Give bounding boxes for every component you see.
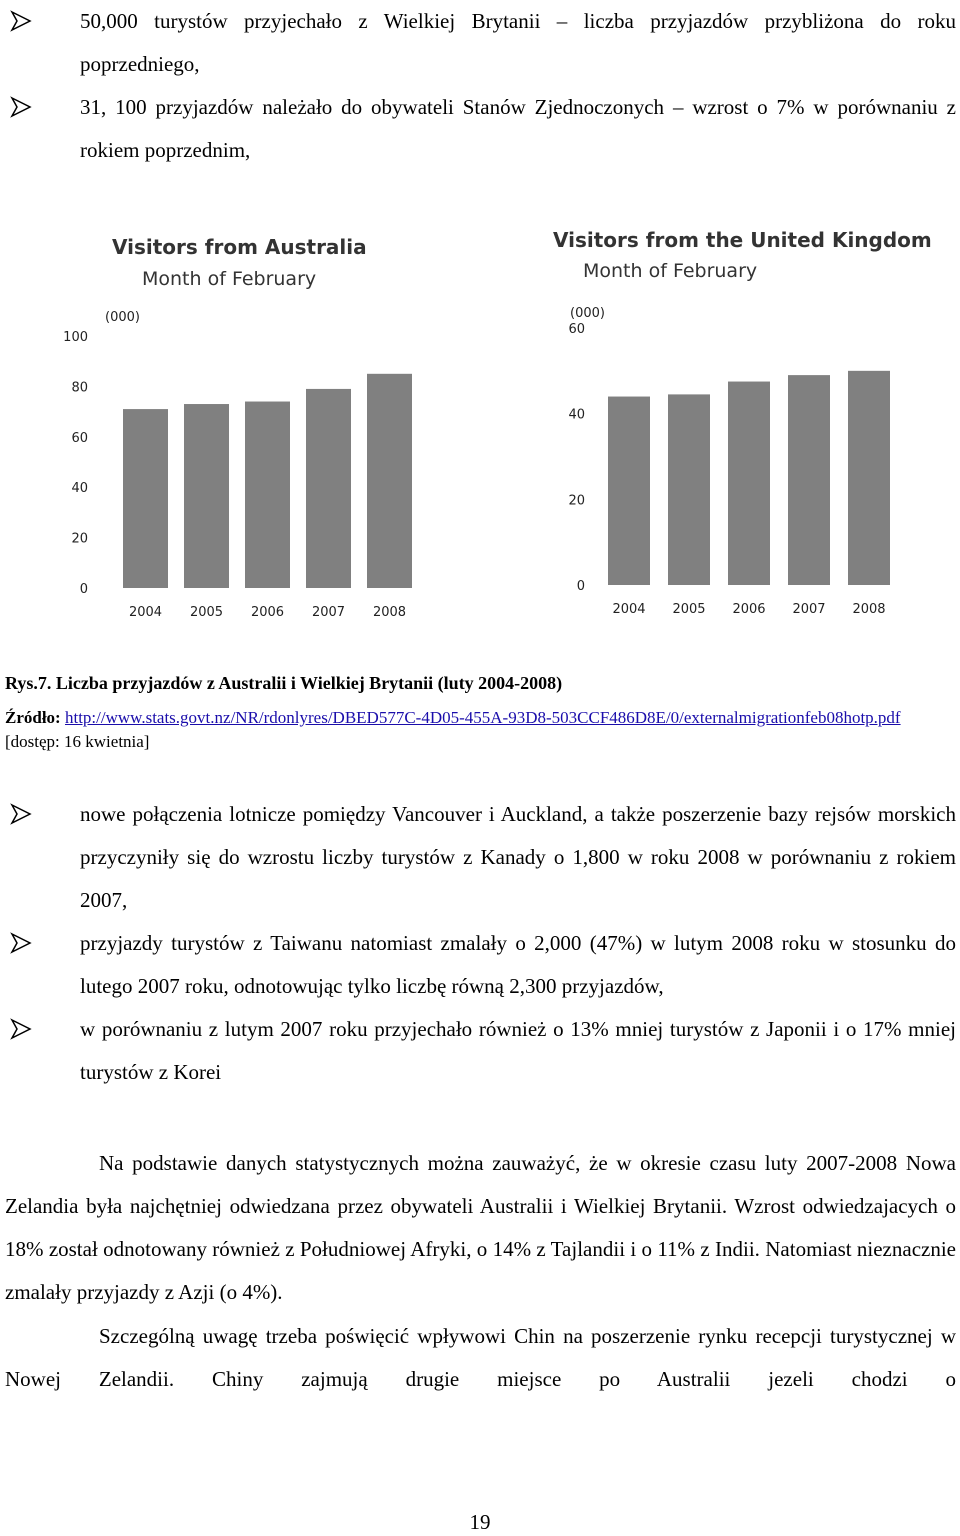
bar	[306, 389, 351, 588]
bullet-text: w porównaniu z lutym 2007 roku przyjechało również o 13% mniej turystów z Japonii i o 17% mniej turystów z Korei	[80, 1017, 956, 1084]
chart-unit-label: (000)	[570, 306, 605, 321]
arrow-bullet-icon	[10, 803, 32, 825]
x-tick-label: 2006	[250, 605, 285, 620]
bar	[123, 409, 168, 588]
chart-united-kingdom	[520, 200, 940, 630]
list-item	[0, 922, 960, 1008]
list-item	[0, 0, 960, 86]
chart-subtitle: Month of February	[583, 260, 758, 282]
list-item	[0, 793, 960, 922]
chart-title: Visitors from Australia	[112, 235, 367, 259]
x-tick-label: 2008	[372, 605, 407, 620]
source-access: [dostęp: 16 kwietnia]	[5, 732, 150, 751]
source-label: Źródło:	[5, 708, 61, 727]
arrow-bullet-icon	[10, 96, 32, 118]
y-tick-label: 60	[568, 322, 585, 337]
chart-australia	[50, 200, 500, 630]
body-paragraph: Na podstawie danych statystycznych można zauważyć, że w okresie czasu luty 2007-2008 Nowa Zelandia była najchętniej odwiedzana przez obywateli Australii i Wielkiej Brytanii. Wzrost odwiedzajacych o 18% został odnotowany również z Południowej Afryki, o 14% z Tajlandii i o 11% z Indii. Natomiast nieznacznie zmalały przyjazdy z Azji (o 4%).	[5, 1151, 956, 1304]
middle-bullet-list	[0, 793, 960, 1094]
y-tick-label: 100	[63, 330, 88, 345]
arrow-bullet-icon	[10, 1018, 32, 1040]
chart-title: Visitors from the United Kingdom	[553, 228, 932, 252]
y-tick-label: 0	[576, 579, 585, 594]
charts-figure	[0, 200, 960, 630]
y-tick-label: 40	[71, 481, 88, 497]
bar	[668, 394, 710, 585]
y-tick-label: 60	[71, 430, 88, 446]
bar	[848, 371, 890, 585]
top-bullet-list	[0, 0, 960, 172]
bullet-text: 50,000 turystów przyjechało z Wielkiej Brytanii – liczba przyjazdów przybliżona do roku poprzedniego,	[80, 9, 956, 76]
bar	[245, 402, 290, 588]
list-item	[0, 1008, 960, 1094]
figure-source	[5, 706, 955, 754]
bar	[788, 375, 830, 585]
y-tick-label: 80	[71, 380, 88, 396]
figure-caption: Rys.7. Liczba przyjazdów z Australii i Wielkiej Brytanii (luty 2004-2008)	[5, 673, 563, 693]
y-tick-label: 20	[71, 531, 88, 547]
body-paragraph: Szczególną uwagę trzeba poświęcić wpływowi Chin na poszerzenie rynku recepcji turystycznej w Nowej Zelandii. Chiny zajmują drugie miejsce po Australii jezeli chodzi o	[5, 1324, 956, 1391]
chart-unit-label: (000)	[105, 310, 140, 325]
x-tick-label: 2004	[128, 605, 163, 620]
arrow-bullet-icon	[10, 10, 32, 32]
x-tick-label: 2005	[189, 605, 224, 620]
bar	[608, 397, 650, 585]
list-item	[0, 86, 960, 172]
x-tick-label: 2008	[852, 602, 886, 617]
bar	[184, 404, 229, 588]
y-tick-label: 40	[568, 407, 585, 423]
chart-subtitle: Month of February	[142, 268, 317, 290]
x-tick-label: 2006	[732, 602, 766, 617]
y-tick-label: 0	[79, 582, 88, 597]
bar	[367, 374, 412, 588]
y-tick-label: 20	[568, 493, 585, 509]
x-tick-label: 2004	[612, 602, 646, 617]
x-tick-label: 2007	[792, 602, 826, 617]
x-tick-label: 2005	[672, 602, 706, 617]
source-link[interactable]: http://www.stats.govt.nz/NR/rdonlyres/DBED577C-4D05-455A-93D8-503CCF486D8E/0/externalmigrationfeb08hotp.pdf	[64, 708, 901, 727]
bullet-text: nowe połączenia lotnicze pomiędzy Vancouver i Auckland, a także poszerzenie bazy rejsów morskich przyczyniły się do wzrostu liczby turystów z Kanady o 1,800 w roku 2008 w porównaniu z rokiem 2007,	[80, 802, 956, 912]
x-tick-label: 2007	[311, 605, 346, 620]
arrow-bullet-icon	[10, 932, 32, 954]
bullet-text: 31, 100 przyjazdów należało do obywateli Stanów Zjednoczonych – wzrost o 7% w porównaniu z rokiem poprzednim,	[80, 95, 956, 162]
page-number: 19	[469, 1510, 491, 1534]
bullet-text: przyjazdy turystów z Taiwanu natomiast zmalały o 2,000 (47%) w lutym 2008 roku w stosunku do lutego 2007 roku, odnotowując tylko liczbę równą 2,300 przyjazdów,	[80, 931, 956, 998]
bar	[728, 382, 770, 585]
